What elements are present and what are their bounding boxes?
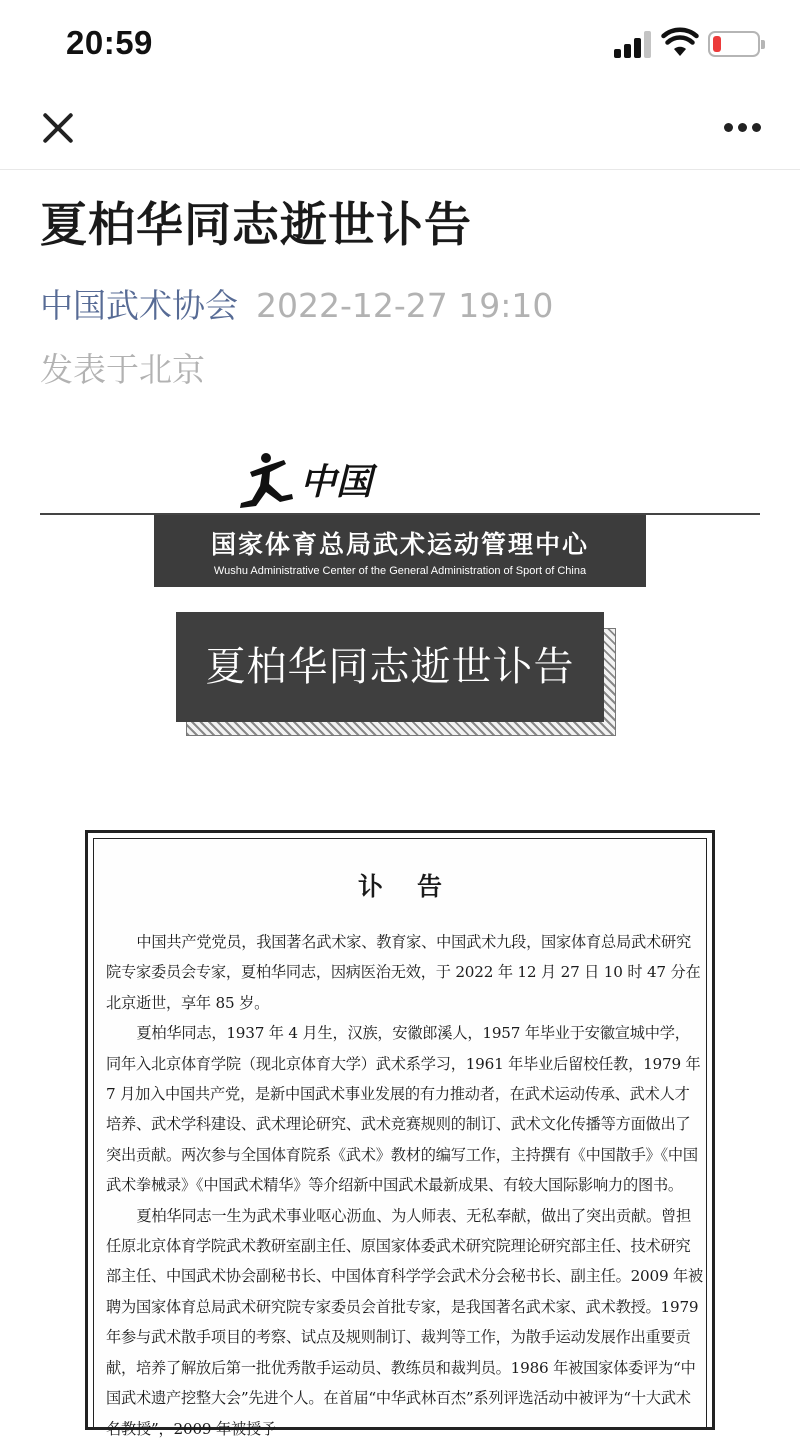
logo-text: 中国 bbox=[300, 461, 373, 503]
org-name-en: Wushu Administrative Center of the General Administration of Sport of China bbox=[213, 565, 587, 577]
document-paragraph: 中国共产党党员，我国著名武术家、教育家、中国武术九段，国家体育总局武术研究院专家委员会专家，夏柏华同志，因病医治无效，于 2022 年 12 月 27 日 10 时 47 分在北京逝世，享年 85 岁。 bbox=[106, 933, 701, 1012]
wushu-figure-logo-icon bbox=[236, 450, 298, 512]
cellular-signal-icon bbox=[614, 30, 658, 58]
publish-location: 发表于北京 bbox=[40, 350, 205, 389]
notice-title: 夏柏华同志逝世讣告 bbox=[176, 612, 604, 722]
document-heading: 讣告 bbox=[357, 872, 476, 901]
article-title: 夏柏华同志逝世讣告 bbox=[40, 198, 472, 253]
wifi-icon bbox=[662, 28, 698, 58]
status-bar bbox=[0, 0, 800, 88]
article-meta bbox=[40, 280, 553, 327]
document-inner-frame bbox=[93, 838, 707, 1438]
close-icon[interactable] bbox=[36, 106, 80, 150]
nav-bar bbox=[0, 88, 800, 170]
org-banner bbox=[0, 440, 800, 600]
document-paragraph: 夏柏华同志，1937 年 4 月生，汉族，安徽郎溪人，1957 年毕业于安徽宣城中学，同年入北京体育学院（现北京体育大学）武术系学习，1961 年毕业后留校任教，1979 年 7 月加入中国共产党，是新中国武术事业发展的有力推动者，在武术运动传承、武术人才培养、武术学科建设、武术理论研究、武术竞赛规则的制订、武术文化传播等方面做出了突出贡献。两次参与全国体育院系《武术》教材的编写工作，主持撰有《中国散手》《中国武术拳械录》《中国武术精华》等介绍新中国武术最新成果、有较大国际影响力的图书。 bbox=[106, 1024, 701, 1195]
publish-date: 2022-12-27 19:10 bbox=[256, 286, 554, 325]
document-body bbox=[106, 927, 704, 1444]
obituary-document bbox=[85, 830, 715, 1438]
account-name-link[interactable]: 中国武术协会 bbox=[40, 286, 238, 325]
more-dots-icon[interactable] bbox=[718, 110, 766, 144]
org-name-box bbox=[154, 515, 646, 587]
document-paragraph: 夏柏华同志一生为武术事业呕心沥血、为人师表、无私奉献，做出了突出贡献。曾担任原北京体育学院武术教研室副主任、原国家体委武术研究院理论研究部主任、技术研究部主任、中国武术协会副秘书长、中国体育科学学会武术分会秘书长、副主任。2009 年被聘为国家体育总局武术研究院专家委员会首批专家，是我国著名武术家、武术教授。1979 年参与武术散手项目的考察、试点及规则制订、裁判等工作，为散手运动发展作出重要贡献，培养了解放后第一批优秀散手运动员、教练员和裁判员。1986 年被国家体委评为“中国武术遗产挖整大会”先进个人。在首届“中华武林百杰”系列评选活动中被评为“十大武术名教授”，2009 年被授予 bbox=[106, 1206, 704, 1438]
battery-icon bbox=[708, 31, 760, 57]
org-name-cn: 国家体育总局武术运动管理中心 bbox=[210, 530, 589, 559]
status-time: 20:59 bbox=[66, 24, 153, 61]
